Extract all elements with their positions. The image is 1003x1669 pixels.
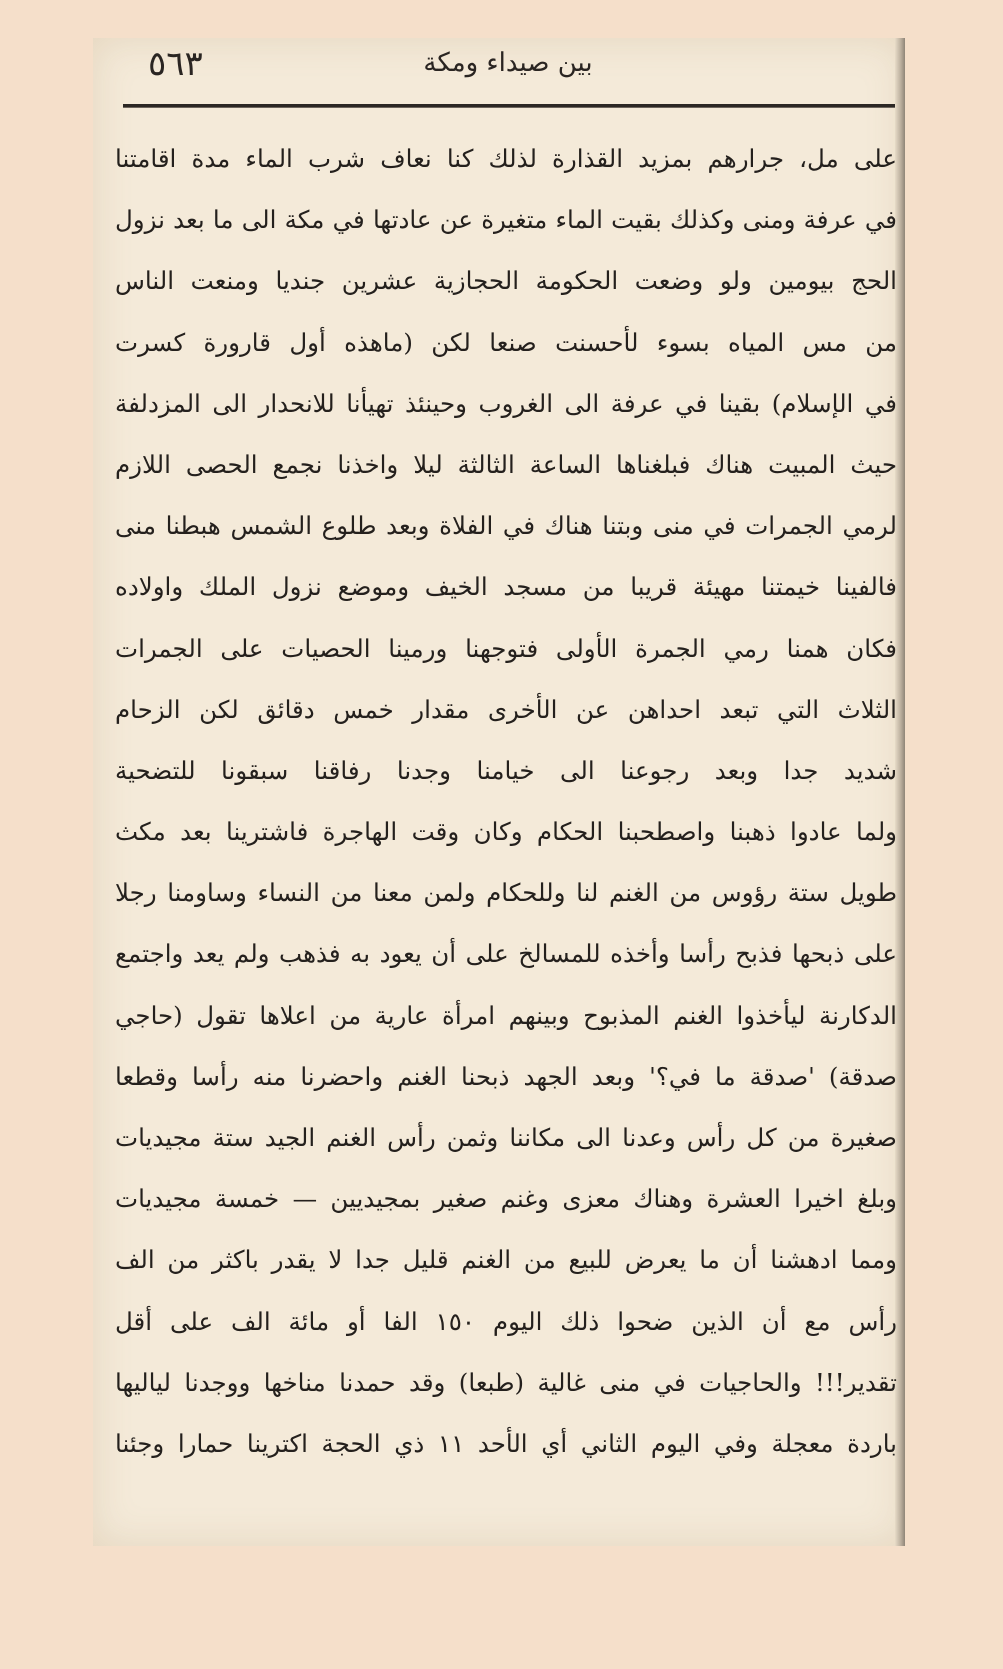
text-line: على ذبحها فذبح رأسا وأخذه للمسالخ على أن يعود به فذهب ولم يعد واجتمع: [115, 939, 897, 969]
text-line: صدقة) 'صدقة ما في؟' وبعد الجهد ذبحنا الغنم واحضرنا منه رأسا وقطعا: [115, 1061, 897, 1091]
text-line: وبلغ اخيرا العشرة وهناك معزى وغنم صغير بمجيديين — خمسة مجيديات: [115, 1184, 897, 1214]
text-line: لرمي الجمرات في منى وبتنا هناك في الفلاة وبعد طلوع الشمس هبطنا منى: [115, 511, 897, 541]
text-line: على مل، جرارهم بمزيد القذارة لذلك كنا نعاف شرب الماء مدة اقامتنا: [115, 144, 897, 173]
header-rule: [123, 104, 895, 108]
text-line: صغيرة من كل رأس وعدنا الى مكاننا وثمن رأس الغنم الجيد ستة مجيديات: [115, 1123, 897, 1152]
text-line: رأس مع أن الذين ضحوا ذلك اليوم ١٥٠ الفا أو مائة الف على أقل: [115, 1306, 897, 1336]
book-page: [93, 38, 905, 1546]
text-line: من مس المياه بسوء لأحسنت صنعا لكن (ماهذه أول قارورة كسرت: [115, 327, 897, 357]
text-line: ومما ادهشنا أن ما يعرض للبيع من الغنم قليل جدا لا يقدر باكثر من الف: [115, 1245, 897, 1275]
text-line: الثلاث التي تبعد احداهن عن الأخرى مقدار خمس دقائق لكن الزحام: [115, 694, 897, 724]
text-line: طويل ستة رؤوس من الغنم لنا وللحكام ولمن معنا من النساء وساومنا رجلا: [115, 878, 897, 908]
text-line: تقدير!!! والحاجيات في منى غالية (طبعا) وقد حمدنا مناخها ووجدنا لياليها: [115, 1367, 897, 1397]
text-line: شديد جدا وبعد رجوعنا الى خيامنا وجدنا رفاقنا سبقونا للتضحية: [115, 755, 897, 785]
text-line: الحج بيومين ولو وضعت الحكومة الحجازية عشرين جنديا ومنعت الناس: [115, 266, 897, 296]
text-line: حيث المبيت هناك فبلغناها الساعة الثالثة ليلا واخذنا نجمع الحصى اللازم: [115, 449, 897, 479]
text-line: في الإسلام) بقينا في عرفة الى الغروب وحينئذ تهيأنا للانحدار الى المزدلفة: [115, 388, 897, 418]
book-title: بين صيداء ومكة: [423, 48, 593, 78]
text-line: باردة معجلة وفي اليوم الثاني أي الأحد ١١ ذي الحجة اكترينا حمارا وجئنا: [115, 1428, 897, 1458]
text-line: في عرفة ومنى وكذلك بقيت الماء متغيرة عن عادتها في مكة الى ما بعد نزول: [115, 205, 897, 235]
text-line: فكان همنا رمي الجمرة الأولى فتوجهنا ورمينا الحصيات على الجمرات: [115, 633, 897, 663]
text-line: الدكارنة ليأخذوا الغنم المذبوح وبينهم امرأة عارية من اعلاها تقول (حاجي: [115, 1000, 897, 1030]
text-line: فالفينا خيمتنا مهيئة قريبا من مسجد الخيف وموضع نزول الملك واولاده: [115, 572, 897, 602]
body-text: [115, 128, 897, 1474]
page-number: ٥٦٣: [148, 44, 203, 84]
running-head: [93, 38, 905, 100]
text-line: ولما عادوا ذهبنا واصطحبنا الحكام وكان وقت الهاجرة فاشترينا بعد مكث: [115, 817, 897, 847]
